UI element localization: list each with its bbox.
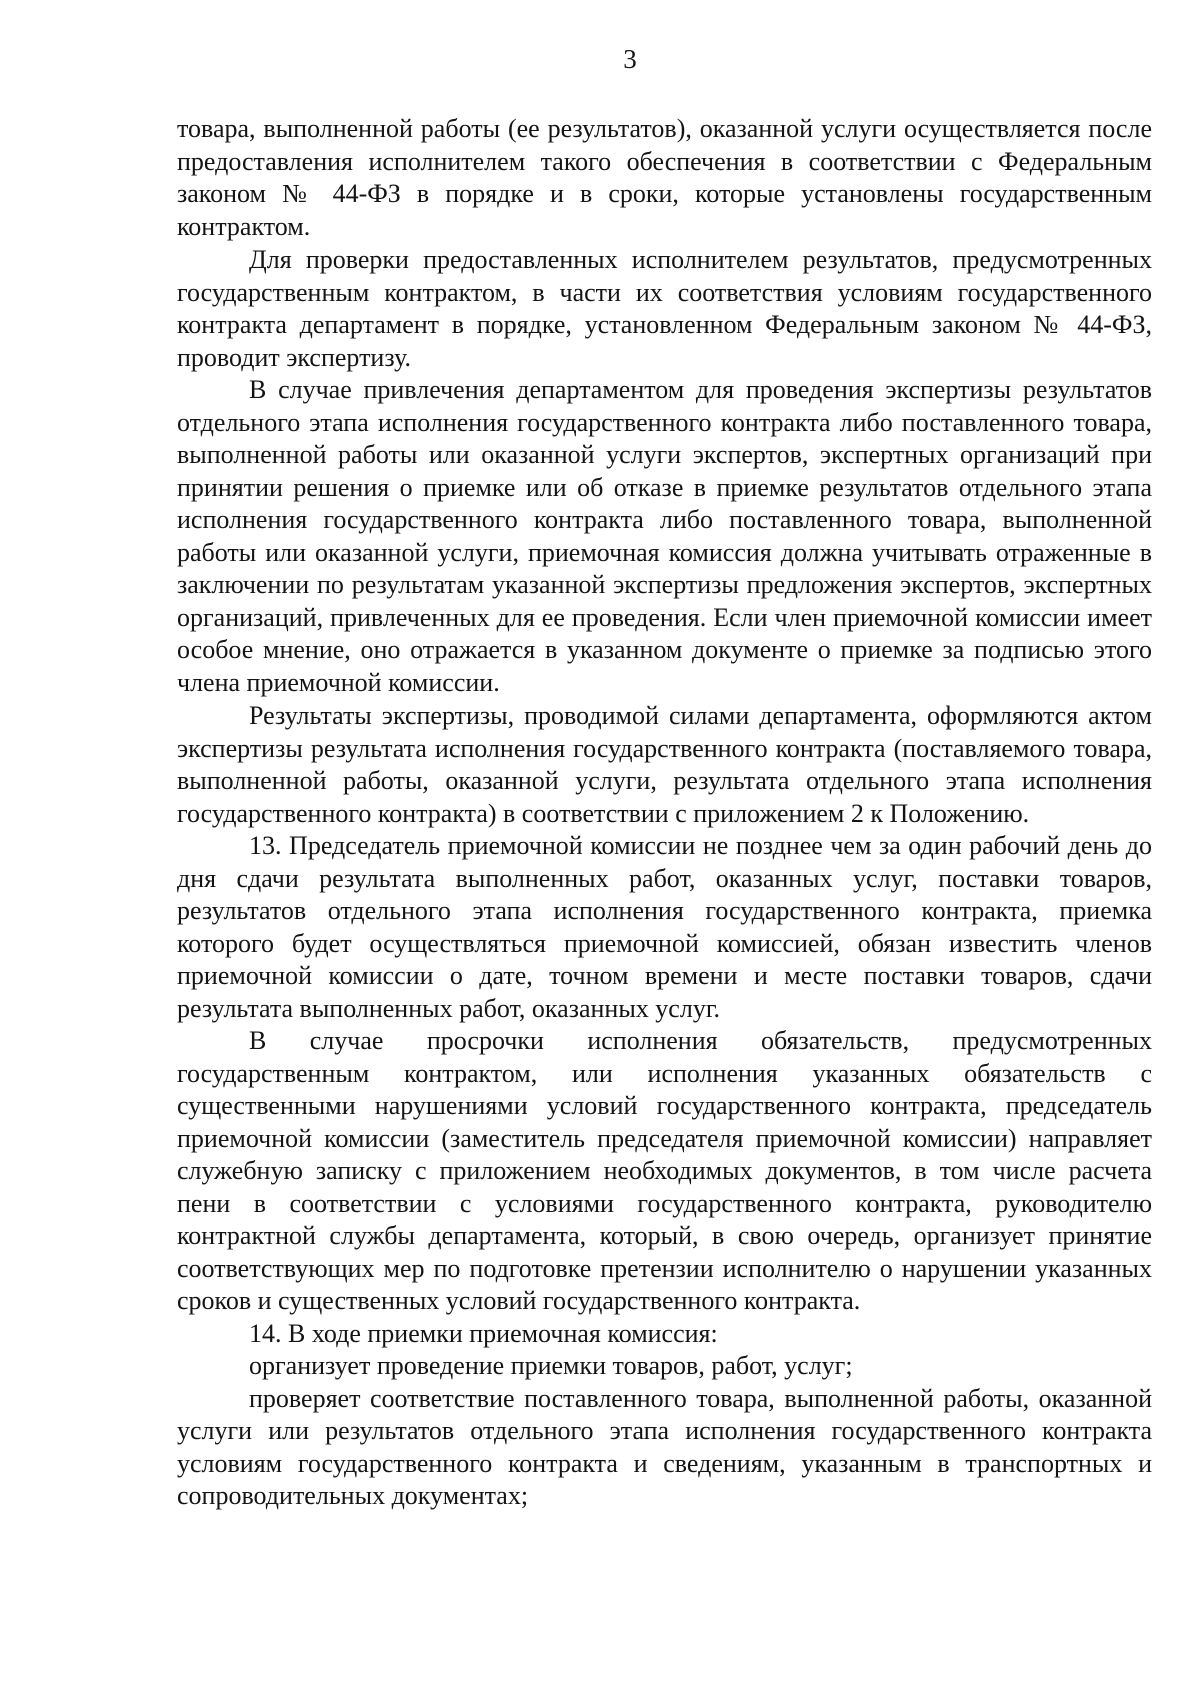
paragraph-external-experts: В случае привлечения департаментом для проведения экспертизы результатов отдельного этапа исполнения государственного контракта либо поставленного товара, выполненной работы или оказанной услуги экспертов, экспертных организаций при принятии решения о приемке или об отказе в приемке результатов отдельного этапа исполнения государственного контракта либо поставленного товара, выполненной работы или оказанной услуги, приемочная комиссия должна учитывать отраженные в заключении по результатам указанной экспертизы предложения экспертов, экспертных организаций, привлеченных для ее проведения. Если член приемочной комиссии имеет особое мнение, оно отражается в указанном документе о приемке за подписью этого члена приемочной комиссии. <box>177 375 1152 697</box>
paragraph-expertise-check: Для проверки предоставленных исполнителем результатов, предусмотренных государственным контрактом, в части их соответствия условиям государственного контракта департамент в порядке, установленном Федеральным законом № 44-ФЗ, проводит экспертизу. <box>177 245 1152 372</box>
paragraph-expertise-results: Результаты экспертизы, проводимой силами департамента, оформляются актом экспертизы результата исполнения государственного контракта (поставляемого товара, выполненной работы, оказанной услуги, результата отдельного этапа исполнения государственного контракта) в соответствии с приложением 2 к Положению. <box>177 701 1152 828</box>
paragraph-item-14: 14. В ходе приемки приемочная комиссия: <box>249 1318 718 1348</box>
paragraph-item-13: 13. Председатель приемочной комиссии не позднее чем за один рабочий день до дня сдачи результата выполненных работ, оказанных услуг, поставки товаров, результатов отдельного этапа исполнения государственного контракта, приемка которого будет осуществляться приемочной комиссией, обязан известить членов приемочной комиссии о дате, точном времени и месте поставки товаров, сдачи результата выполненных работ, оказанных услуг. <box>177 831 1152 1023</box>
paragraph-continuation: товара, выполненной работы (ее результатов), оказанной услуги осуществляется после предоставления исполнителем такого обеспечения в соответствии с Федеральным законом № 44-ФЗ в порядке и в сроки, которые установлены государственным контрактом. <box>177 114 1152 241</box>
paragraph-checks-compliance: проверяет соответствие поставленного товара, выполненной работы, оказанной услуги или результатов отдельного этапа исполнения государственного контракта условиям государственного контракта и сведениям, указанным в транспортных и сопроводительных документах; <box>177 1383 1152 1510</box>
paragraph-organizes-acceptance: организует проведение приемки товаров, работ, услуг; <box>249 1351 853 1380</box>
paragraph-delay-case: В случае просрочки исполнения обязательств, предусмотренных государственным контрактом, или исполнения указанных обязательств с существенными нарушениями условий государственного контракта, председатель приемочной комиссии (заместитель председателя приемочной комиссии) направляет служебную записку с приложением необходимых документов, в том числе расчета пени в соответствии с условиями государственного контракта, руководителю контрактной службы департамента, который, в свою очередь, организует принятие соответствующих мер по подготовке претензии исполнителю о нарушении указанных сроков и существенных условий государственного контракта. <box>177 1026 1152 1315</box>
document-body <box>177 113 1152 1513</box>
page-number: 3 <box>623 44 637 74</box>
